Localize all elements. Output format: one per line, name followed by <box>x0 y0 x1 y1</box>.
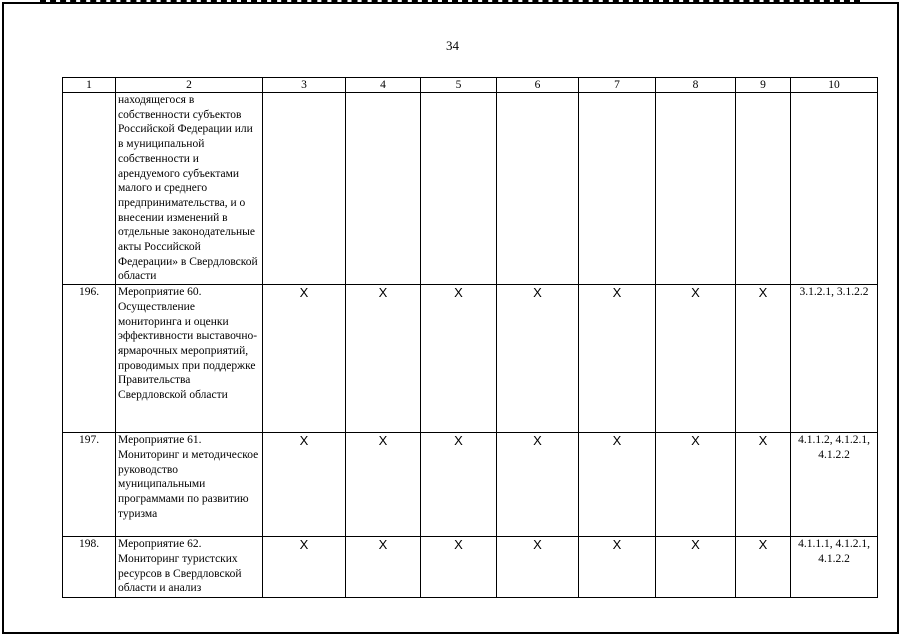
table-row <box>63 537 878 598</box>
row-cell <box>579 93 656 285</box>
row-cell <box>421 93 497 285</box>
row-cell: X <box>656 285 736 433</box>
row-cell <box>497 93 579 285</box>
row-cell: X <box>736 433 791 537</box>
row-number: 196. <box>63 285 116 433</box>
table-row <box>63 433 878 537</box>
col-header: 5 <box>421 78 497 93</box>
row-number: 197. <box>63 433 116 537</box>
row-cell: X <box>421 285 497 433</box>
row-name: Мероприятие 60. Осуществление мониторинга и оценки эффективности выставочно-ярмарочных мероприятий, проводимых при поддержке Правительства Свердловской области <box>116 285 263 433</box>
row-cell: X <box>497 537 579 598</box>
row-cell: X <box>421 537 497 598</box>
row-cell: X <box>497 285 579 433</box>
row-cell: X <box>656 537 736 598</box>
row-cell: X <box>421 433 497 537</box>
row-cell <box>736 93 791 285</box>
row-ref: 3.1.2.1, 3.1.2.2 <box>791 285 878 433</box>
row-cell: X <box>263 537 346 598</box>
col-header: 6 <box>497 78 579 93</box>
row-cell <box>346 93 421 285</box>
col-header: 1 <box>63 78 116 93</box>
row-cell: X <box>579 537 656 598</box>
page-number: 34 <box>446 38 459 53</box>
table-row <box>63 285 878 433</box>
row-ref: 4.1.1.2, 4.1.2.1, 4.1.2.2 <box>791 433 878 537</box>
row-cell: X <box>346 537 421 598</box>
row-ref <box>791 93 878 285</box>
col-header: 2 <box>116 78 263 93</box>
row-name: Мероприятие 62. Мониторинг туристских ресурсов в Свердловской области и анализ <box>116 537 263 598</box>
row-number: 198. <box>63 537 116 598</box>
row-cell: X <box>579 285 656 433</box>
row-cell: X <box>579 433 656 537</box>
col-header: 4 <box>346 78 421 93</box>
row-name: находящегося в собственности субъектов Российской Федерации или в муниципальной собственности и арендуемого субъектами малого и среднего предпринимательства, и о внесении изменений в отдельные законодательные акты Российской Федерации» в Свердловской области <box>116 93 263 285</box>
row-cell: X <box>497 433 579 537</box>
row-cell: X <box>736 537 791 598</box>
col-header: 7 <box>579 78 656 93</box>
col-header: 10 <box>791 78 878 93</box>
col-header: 3 <box>263 78 346 93</box>
row-cell <box>263 93 346 285</box>
row-cell: X <box>736 285 791 433</box>
row-number <box>63 93 116 285</box>
top-border-dash <box>40 0 860 4</box>
row-cell: X <box>263 285 346 433</box>
table-row <box>63 93 878 285</box>
row-cell: X <box>263 433 346 537</box>
row-cell: X <box>656 433 736 537</box>
row-cell <box>656 93 736 285</box>
row-ref: 4.1.1.1, 4.1.2.1, 4.1.2.2 <box>791 537 878 598</box>
row-name: Мероприятие 61. Мониторинг и методическое руководство муниципальными программами по развитию туризма <box>116 433 263 537</box>
row-cell: X <box>346 433 421 537</box>
data-table <box>62 77 878 598</box>
col-header: 9 <box>736 78 791 93</box>
row-cell: X <box>346 285 421 433</box>
col-header: 8 <box>656 78 736 93</box>
header-row <box>63 78 878 93</box>
